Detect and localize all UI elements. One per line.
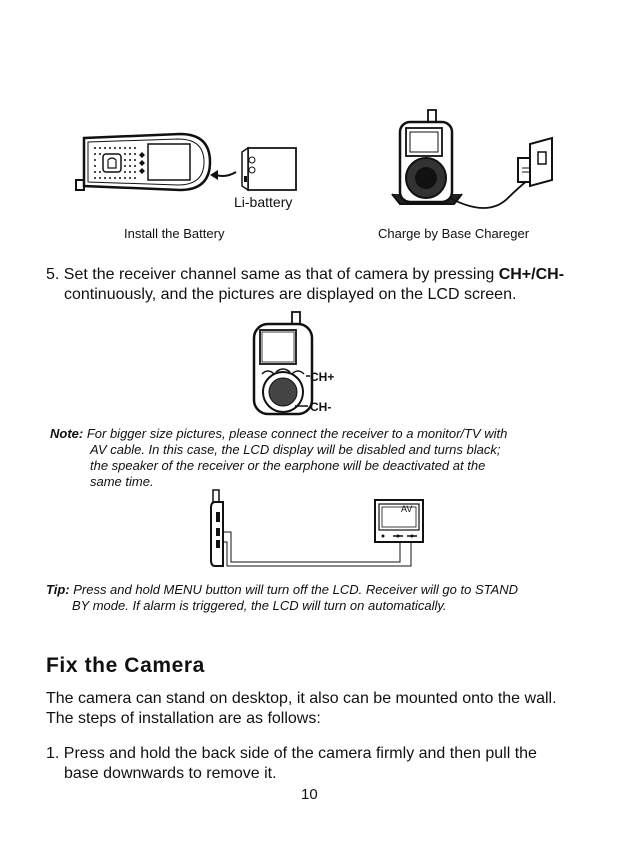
note-label: Note: — [50, 426, 84, 441]
install-battery-caption: Install the Battery — [124, 226, 225, 241]
av-connection-illustration — [205, 486, 445, 572]
step1-paragraph — [46, 744, 611, 784]
li-battery-label: Li-battery — [234, 194, 293, 210]
charge-caption: Charge by Base Chareger — [378, 226, 530, 241]
tip-line2: BY mode. If alarm is triggered, the LCD will turn on automatically. — [72, 598, 447, 613]
step5-line2: continuously, and the pictures are displayed on the LCD screen. — [64, 286, 517, 303]
receiver-back-illustration — [70, 130, 220, 200]
receiver-charging-illustration — [388, 108, 568, 214]
intro-line1: The camera can stand on desktop, it also can be mounted onto the wall. — [46, 690, 557, 707]
note-line3: the speaker of the receiver or the earphone will be deactivated at the — [90, 458, 486, 473]
step1-line2: base downwards to remove it. — [64, 765, 277, 782]
ch-plus-label: CH+ — [310, 370, 335, 384]
step1-number: 1. — [46, 745, 60, 762]
section-heading: Fix the Camera — [46, 654, 205, 677]
note-line2: AV cable. In this case, the LCD display will be disabled and turns black; — [90, 442, 501, 457]
step1-line1: Press and hold the back side of the camera firmly and then pull the — [63, 745, 537, 762]
tip-label: Tip: — [46, 582, 70, 597]
tip-block — [46, 582, 616, 614]
step5-number: 5. — [46, 266, 60, 283]
page-number: 10 — [301, 786, 318, 803]
section-intro — [46, 689, 611, 729]
tip-line1: Press and hold MENU button will turn off the LCD. Receiver will go to STAND — [73, 582, 519, 597]
ch-minus-label: CH- — [310, 400, 332, 414]
intro-line2: The steps of installation are as follows: — [46, 710, 321, 727]
li-battery-icon — [238, 146, 300, 192]
step5-paragraph — [46, 265, 606, 305]
note-line1: For bigger size pictures, please connect the receiver to a monitor/TV with — [86, 426, 508, 441]
note-line4: same time. — [90, 474, 154, 489]
step5-text: Set the receiver channel same as that of camera by pressing — [63, 266, 499, 283]
av-label: AV — [401, 504, 413, 514]
insert-arrow-icon — [208, 166, 238, 182]
note-block — [50, 426, 610, 490]
ch-buttons-label: CH+/CH- — [498, 266, 565, 283]
